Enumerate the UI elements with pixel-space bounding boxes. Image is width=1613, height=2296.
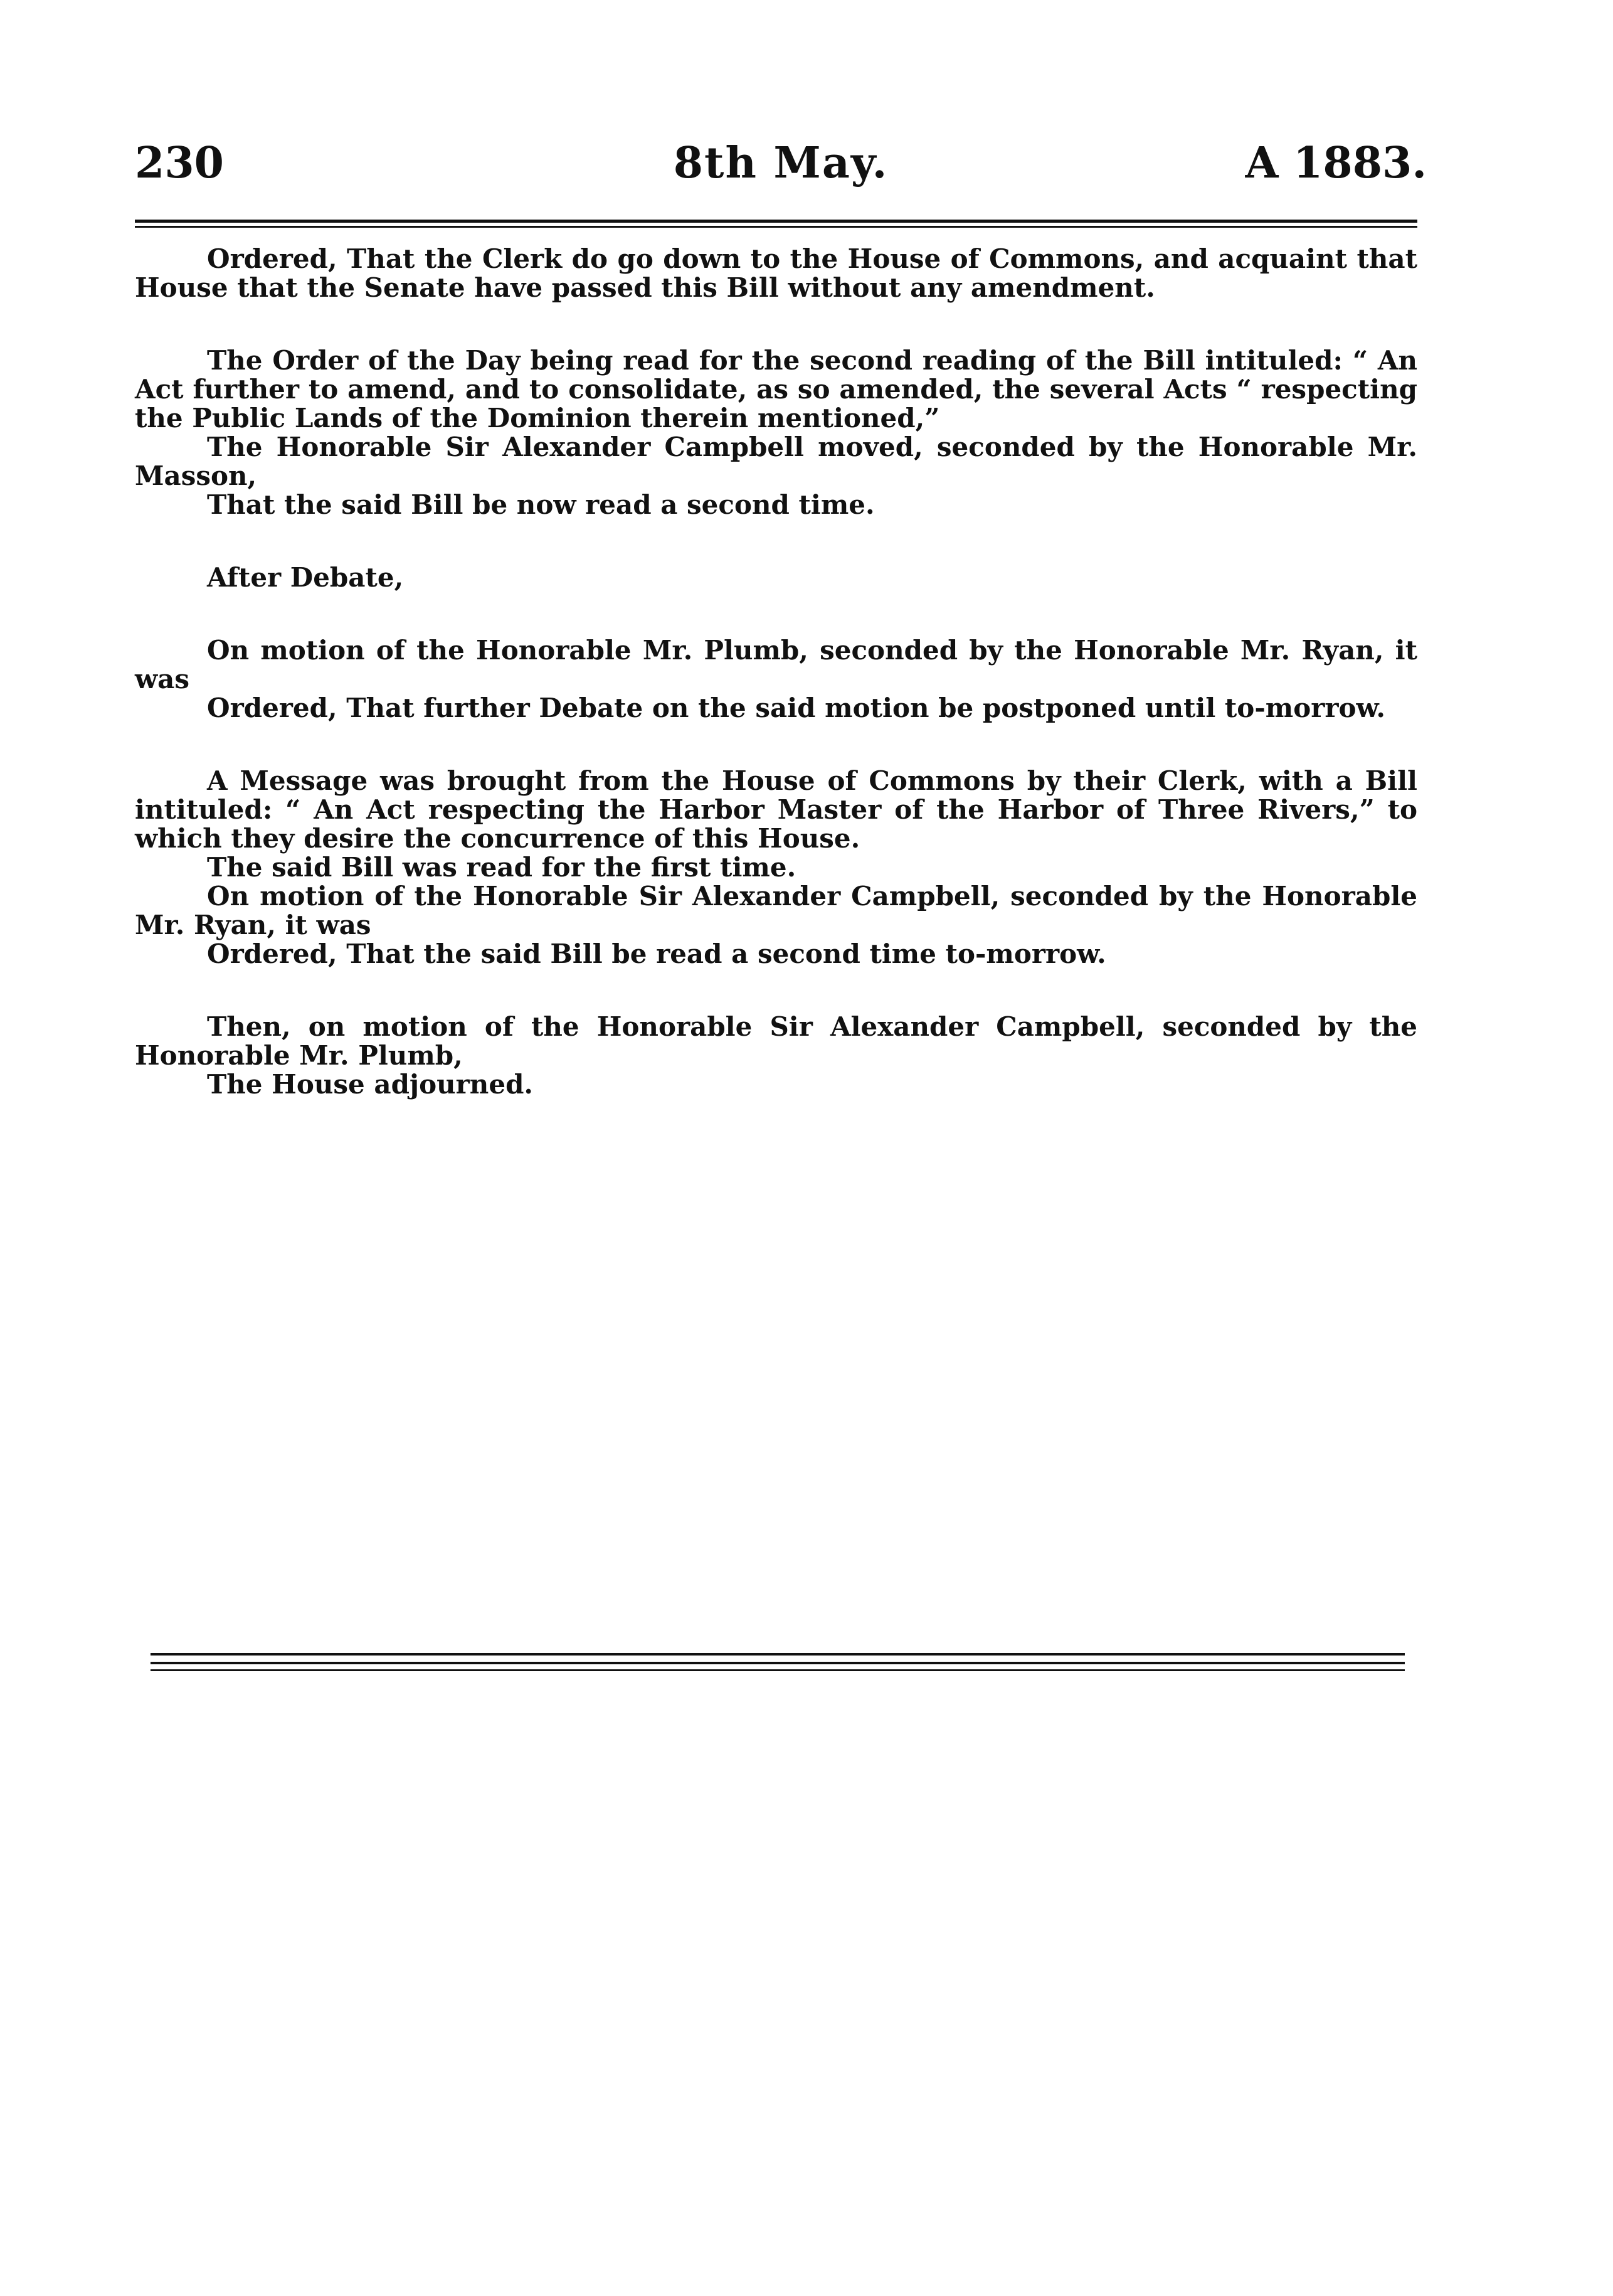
paragraph-after-debate: After Debate, [207,562,404,593]
page-date: 8th May. [673,138,889,188]
footer-rule [151,1653,1405,1669]
paragraph-order-of-day: The Order of the Day being read for the second reading of the Bill intituled: “ An Act further to amend, and to consolidate, as so amended, the several Acts “ respecting the Public Lands of the Dominion therein mentioned,” [135,345,1417,433]
page-header [135,129,1427,198]
page-number: 230 [135,138,224,188]
paragraph-ordered-postponed: Ordered, That further Debate on the said motion be postponed until to-morrow. [207,693,1386,723]
paragraph-first-reading: The said Bill was read for the first time. [207,852,796,883]
paragraph-adjourn-motion: Then, on motion of the Honorable Sir Alexander Campbell, seconded by the Honorable Mr. Plumb, [135,1011,1417,1071]
page-year: A 1883. [1245,138,1427,188]
paragraph-second-reading: That the said Bill be now read a second time. [207,489,875,520]
paragraph-ordered-acquaint: Ordered, That the Clerk do go down to the House of Commons, and acquaint that House that the Senate have passed this Bill without any amendment. [135,243,1417,303]
paragraph-message-commons: A Message was brought from the House of Commons by their Clerk, with a Bill intituled: “ An Act respecting the Harbor Master of the Harbor of Three Rivers,” to which they desire the concurrence of this House. [135,765,1417,854]
paragraph-house-adjourned: The House adjourned. [207,1069,534,1100]
header-rule [135,220,1417,231]
paragraph-ordered-second-reading: Ordered, That the said Bill be read a second time to-morrow. [207,938,1106,969]
journal-body [135,245,1417,1099]
paragraph-motion-campbell: The Honorable Sir Alexander Campbell moved, seconded by the Honorable Mr. Masson, [135,432,1417,491]
paragraph-motion-campbell-ryan: On motion of the Honorable Sir Alexander Campbell, seconded by the Honorable Mr. Ryan, it was [135,881,1417,940]
paragraph-motion-plumb: On motion of the Honorable Mr. Plumb, seconded by the Honorable Mr. Ryan, it was [135,635,1417,694]
